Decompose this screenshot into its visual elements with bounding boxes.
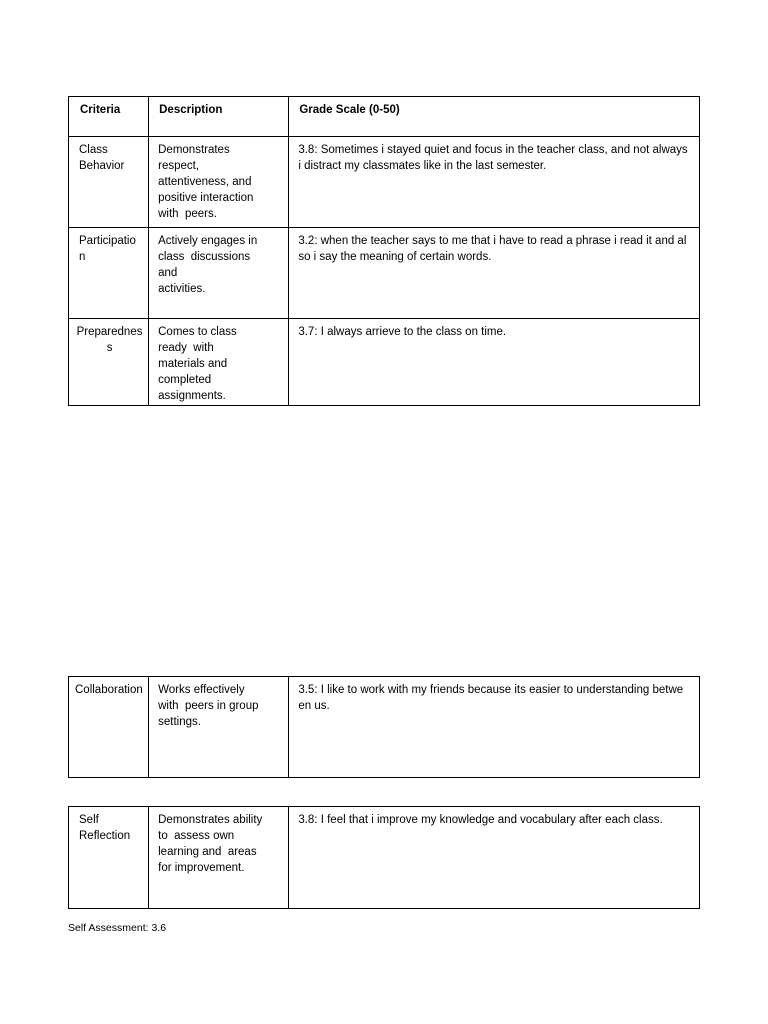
description-cell: Comes to class ready with materials and completed assignments. [149, 319, 289, 406]
table-row [69, 137, 700, 228]
criteria-cell: Collaboration [69, 677, 149, 778]
grading-table-self-reflection [68, 806, 700, 909]
grade-cell: 3.8: I feel that i improve my knowledge and vocabulary after each class. [289, 807, 700, 909]
grade-cell: 3.2: when the teacher says to me that i have to read a phrase i read it and also i say the meaning of certain words. [289, 228, 700, 319]
grading-table-main [68, 96, 700, 406]
grading-table-collaboration [68, 676, 700, 778]
criteria-cell: Self Reflection [69, 807, 149, 909]
grade-cell: 3.7: I always arrieve to the class on time. [289, 319, 700, 406]
grade-cell: 3.8: Sometimes i stayed quiet and focus in the teacher class, and not always i distract my classmates like in the last semester. [289, 137, 700, 228]
table-header-row [69, 97, 700, 137]
self-assessment-summary: Self Assessment: 3.6 [68, 922, 167, 934]
table-row [69, 807, 700, 909]
description-cell: Demonstrates respect, attentiveness, and positive interaction with peers. [149, 137, 289, 228]
description-cell: Demonstrates ability to assess own learning and areas for improvement. [149, 807, 289, 909]
criteria-cell: Participatio n [69, 228, 149, 319]
header-grade-scale: Grade Scale (0-50) [289, 97, 700, 137]
table-row [69, 319, 700, 406]
grade-cell: 3.5: I like to work with my friends because its easier to understanding between us. [289, 677, 700, 778]
table-row [69, 677, 700, 778]
description-cell: Actively engages in class discussions and activities. [149, 228, 289, 319]
criteria-cell: Preparednes s [69, 319, 149, 406]
table-row [69, 228, 700, 319]
criteria-cell: Class Behavior [69, 137, 149, 228]
header-criteria: Criteria [69, 97, 149, 137]
description-cell: Works effectively with peers in group settings. [149, 677, 289, 778]
header-description: Description [149, 97, 289, 137]
